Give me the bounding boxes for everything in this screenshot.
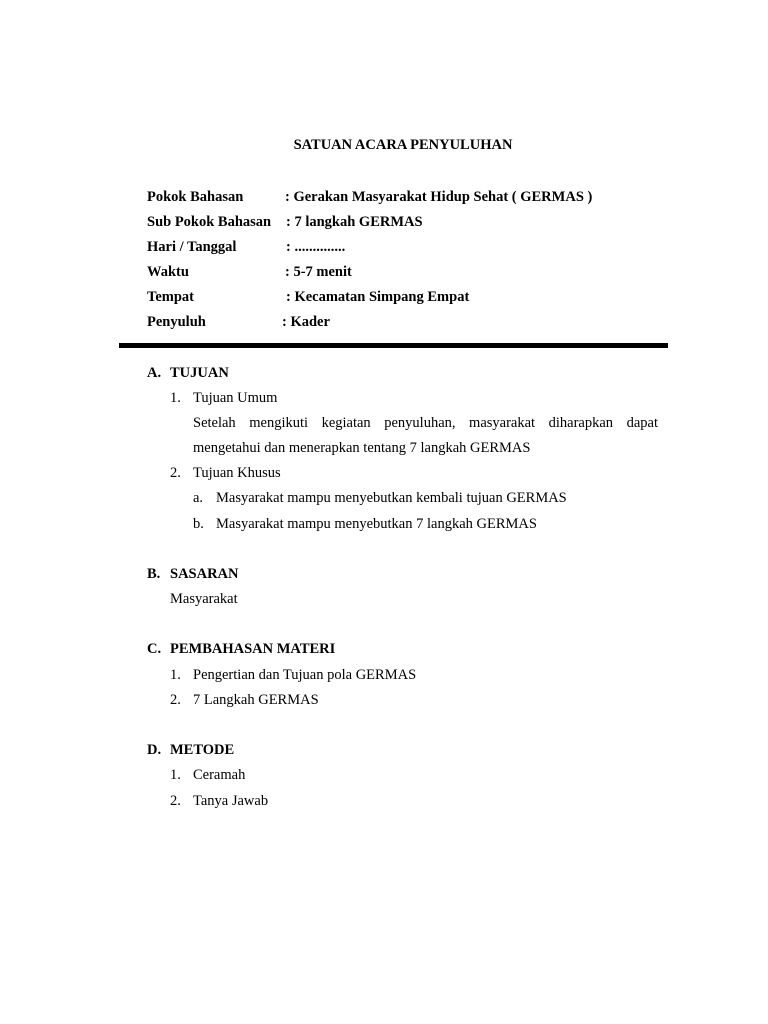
info-value: : .............. bbox=[286, 239, 346, 255]
info-label: Hari / Tanggal bbox=[147, 239, 237, 255]
info-label: Sub Pokok Bahasan bbox=[147, 214, 272, 230]
info-value: : 7 langkah GERMAS bbox=[286, 214, 423, 230]
section-marker: B. bbox=[147, 566, 161, 582]
sublist-item: Masyarakat mampu menyebutkan kembali tujuan GERMAS bbox=[216, 490, 567, 506]
info-value: : Kecamatan Simpang Empat bbox=[286, 289, 470, 305]
info-label: Pokok Bahasan bbox=[147, 189, 244, 205]
sublist-marker: a. bbox=[193, 490, 204, 506]
list-item-tujuan-khusus: Tujuan Khusus bbox=[193, 465, 281, 481]
list-item: Tanya Jawab bbox=[193, 793, 269, 809]
section-heading-metode: METODE bbox=[170, 742, 235, 758]
info-label: Waktu bbox=[147, 264, 189, 280]
section-marker: A. bbox=[147, 365, 162, 381]
list-item: Pengertian dan Tujuan pola GERMAS bbox=[193, 667, 417, 683]
section-marker: C. bbox=[147, 641, 162, 657]
section-marker: D. bbox=[147, 742, 162, 758]
list-item: Ceramah bbox=[193, 767, 246, 783]
info-value: : Kader bbox=[282, 314, 330, 330]
list-marker: 1. bbox=[170, 767, 181, 783]
section-heading-tujuan: TUJUAN bbox=[170, 365, 229, 381]
info-value: : Gerakan Masyarakat Hidup Sehat ( GERMAS ) bbox=[285, 189, 593, 205]
sasaran-text: Masyarakat bbox=[170, 591, 238, 607]
sublist-item: Masyarakat mampu menyebutkan 7 langkah GERMAS bbox=[216, 516, 537, 532]
header-divider bbox=[119, 343, 668, 348]
info-label: Penyuluh bbox=[147, 314, 206, 330]
info-value: : 5-7 menit bbox=[285, 264, 352, 280]
paragraph-line: mengetahui dan menerapkan tentang 7 langkah GERMAS bbox=[193, 440, 531, 456]
list-marker: 2. bbox=[170, 465, 181, 481]
sublist-marker: b. bbox=[193, 516, 204, 532]
section-heading-pembahasan-materi: PEMBAHASAN MATERI bbox=[170, 641, 336, 657]
list-marker: 1. bbox=[170, 390, 181, 406]
info-label: Tempat bbox=[147, 289, 194, 305]
document-title: SATUAN ACARA PENYULUHAN bbox=[293, 137, 513, 153]
section-heading-sasaran: SASARAN bbox=[170, 566, 239, 582]
paragraph-line: Setelah mengikuti kegiatan penyuluhan, masyarakat diharapkan dapat bbox=[193, 415, 658, 431]
list-marker: 1. bbox=[170, 667, 181, 683]
list-item: 7 Langkah GERMAS bbox=[193, 692, 319, 708]
list-item-tujuan-umum: Tujuan Umum bbox=[193, 390, 278, 406]
list-marker: 2. bbox=[170, 793, 181, 809]
list-marker: 2. bbox=[170, 692, 181, 708]
